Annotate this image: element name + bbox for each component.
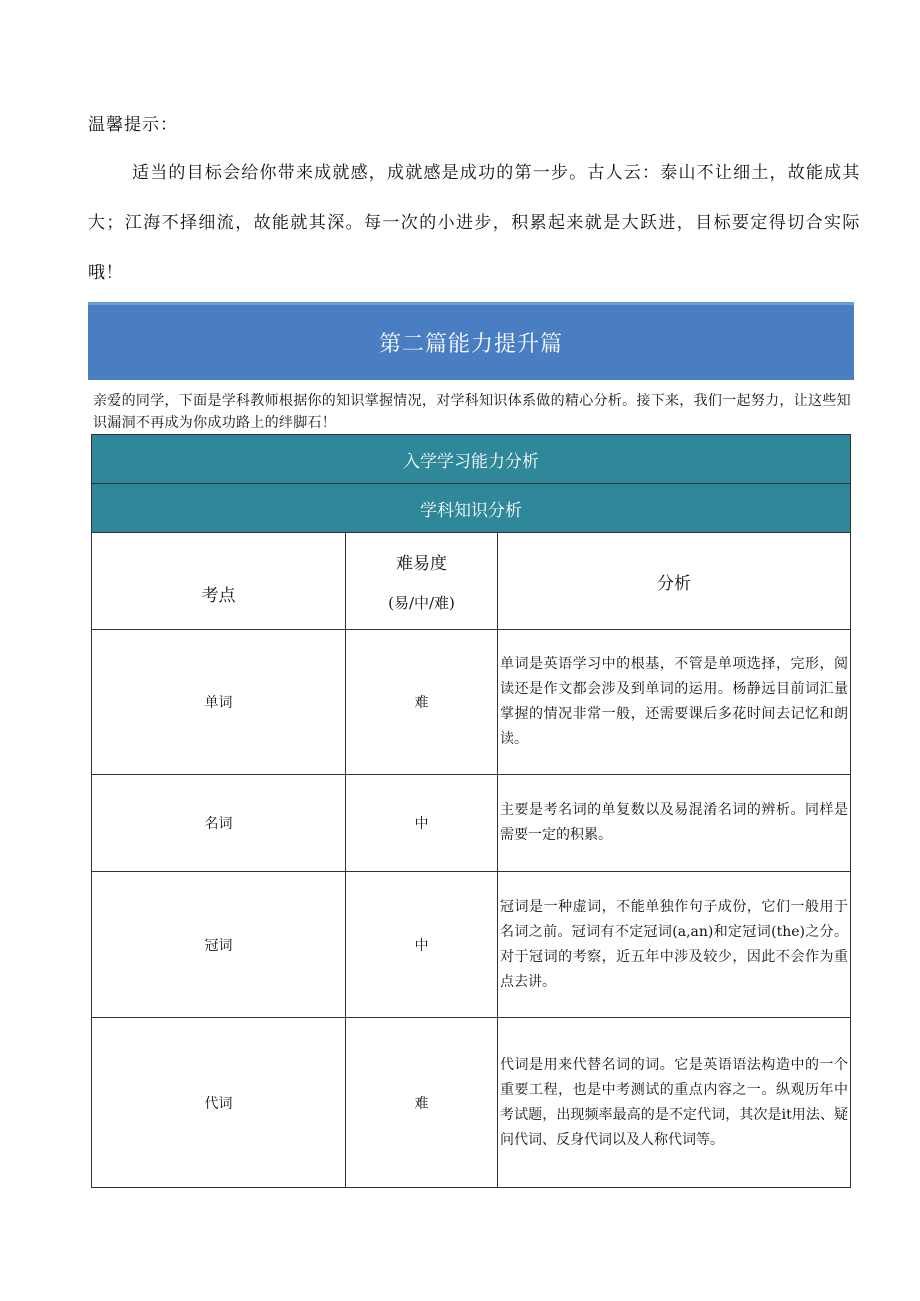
section-banner	[88, 302, 854, 380]
row-difficulty: 难	[346, 1018, 498, 1188]
tip-title: 温馨提示：	[88, 115, 178, 135]
header-analysis-label: 分析	[657, 573, 692, 594]
header-point-label: 考点	[201, 585, 236, 606]
section-banner-title: 第二篇能力提升篇	[378, 332, 563, 357]
row-point: 名词	[92, 775, 346, 872]
row-difficulty: 中	[346, 872, 498, 1018]
row-analysis: 主要是考名词的单复数以及易混淆名词的辨析。同样是需要一定的积累。	[498, 775, 851, 872]
row-difficulty: 难	[346, 630, 498, 775]
header-point	[92, 533, 346, 630]
header-difficulty-sub: (易/中/难)	[388, 594, 455, 612]
header-analysis	[498, 533, 851, 630]
tip-body: 适当的目标会给你带来成就感，成就感是成功的第一步。古人云：泰山不让细土，故能成其大；江海不择细流，故能就其深。每一次的小进步，积累起来就是大跃进，目标要定得切合实际哦！	[88, 163, 860, 283]
row-analysis: 冠词是一种虚词，不能单独作句子成份，它们一般用于名词之前。冠词有不定冠词(a,an)和定冠词(the)之分。对于冠词的考察，近五年中涉及较少，因此不会作为重点去讲。	[498, 872, 851, 1018]
table-row	[92, 630, 851, 775]
row-point: 代词	[92, 1018, 346, 1188]
knowledge-analysis-table	[91, 434, 851, 1188]
row-analysis: 单词是英语学习中的根基，不管是单项选择，完形，阅读还是作文都会涉及到单词的运用。杨静远目前词汇量掌握的情况非常一般，还需要课后多花时间去记忆和朗读。	[498, 630, 851, 775]
row-difficulty: 中	[346, 775, 498, 872]
table-row	[92, 1018, 851, 1188]
table-row	[92, 872, 851, 1018]
intro-paragraph: 亲爱的同学，下面是学科教师根据你的知识掌握情况，对学科知识体系做的精心分析。接下来，我们一起努力，让这些知识漏洞不再成为你成功路上的绊脚石！	[93, 393, 851, 431]
header-difficulty	[346, 533, 498, 630]
row-point: 单词	[92, 630, 346, 775]
row-analysis: 代词是用来代替名词的词。它是英语语法构造中的一个重要工程，也是中考测试的重点内容之一。纵观历年中考试题，出现频率最高的是不定代词，其次是it用法、疑问代词、反身代词以及人称代词等。	[498, 1018, 851, 1188]
table-row	[92, 775, 851, 872]
row-point: 冠词	[92, 872, 346, 1018]
table-title: 入学学习能力分析	[92, 435, 851, 484]
table-subtitle: 学科知识分析	[92, 484, 851, 533]
header-difficulty-label: 难易度	[396, 554, 447, 574]
